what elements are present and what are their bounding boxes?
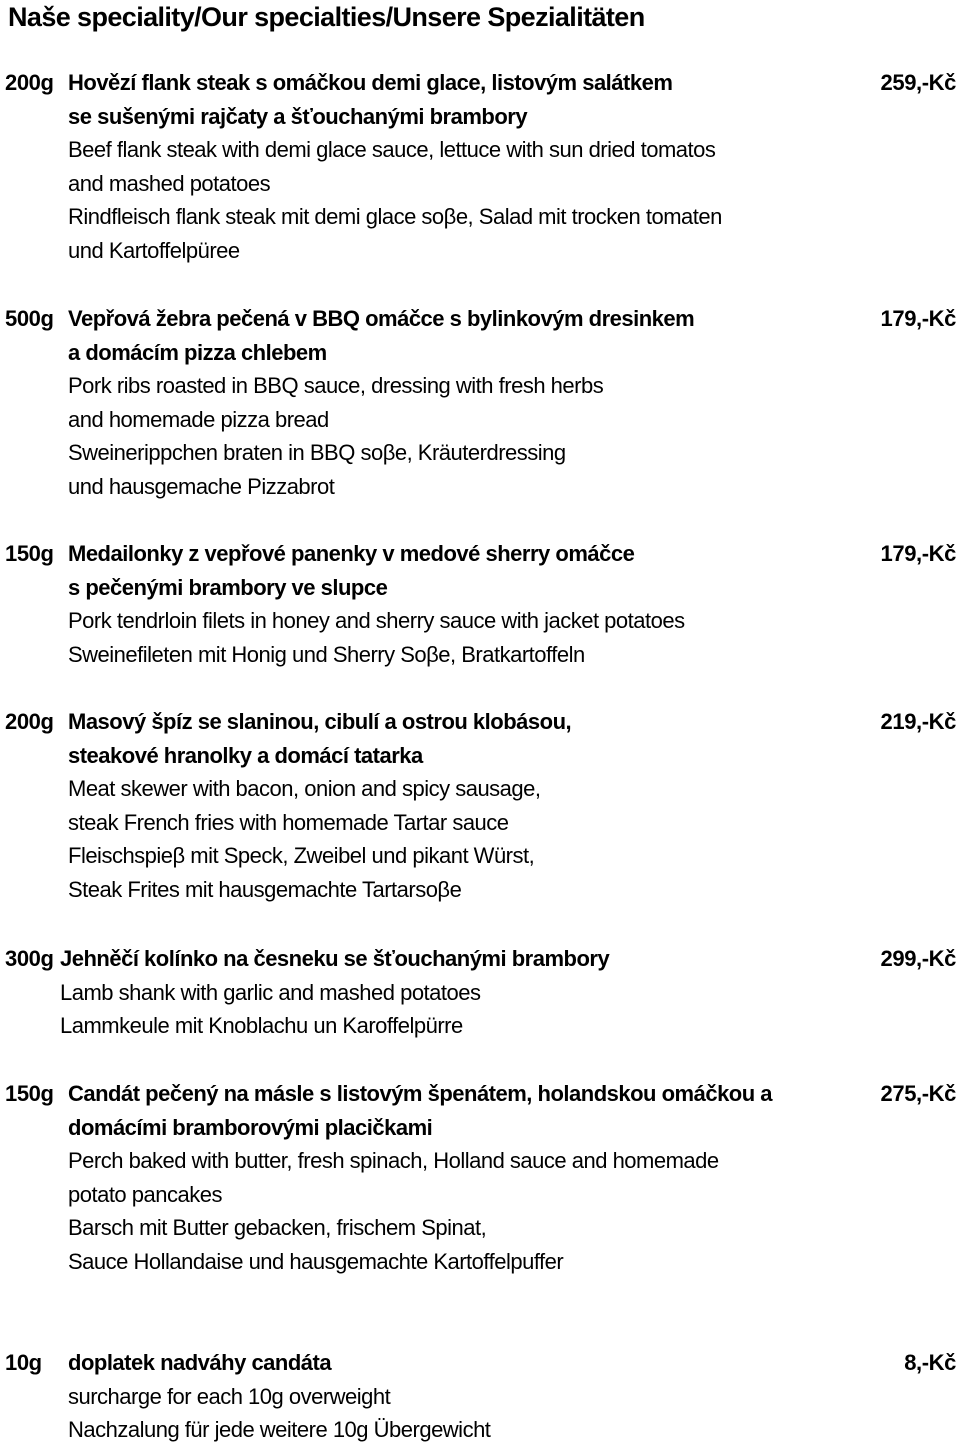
dish-translation-line: Sweinerippchen braten in BBQ soβe, Kräuterdressing xyxy=(68,440,566,465)
dish-translation-line: Pork tendrloin filets in honey and sherry sauce with jacket potatoes xyxy=(68,608,685,633)
dish-translation-line: Barsch mit Butter gebacken, frischem Spinat, xyxy=(68,1215,487,1240)
menu-item-description xyxy=(68,66,868,267)
dish-translation-line: Lammkeule mit Knoblachu un Karoffelpürre xyxy=(60,1013,463,1038)
menu-item-description xyxy=(68,705,868,906)
dish-translation-line: Sauce Hollandaise und hausgemachte Kartoffelpuffer xyxy=(68,1248,564,1274)
menu-item-price: 259,-Kč xyxy=(880,70,956,95)
dish-translation-line: Perch baked with butter, fresh spinach, Holland sauce and homemade xyxy=(68,1148,719,1173)
dish-translation-line: Nachzalung für jede weitere 10g Übergewicht xyxy=(68,1417,491,1442)
menu-item-price: 8,-Kč xyxy=(904,1350,956,1375)
dish-name-line: a domácím pizza chlebem xyxy=(68,339,327,365)
dish-name-line: Hovězí flank steak s omáčkou demi glace, listovým salátkem xyxy=(68,70,673,95)
menu-item-weight: 200g xyxy=(5,70,54,95)
menu-item-weight: 150g xyxy=(5,541,54,566)
dish-translation-line: and mashed potatoes xyxy=(68,170,271,196)
menu-item-description xyxy=(68,1077,868,1278)
dish-translation-line: Rindfleisch flank steak mit demi glace soβe, Salad mit trocken tomaten xyxy=(68,204,722,229)
dish-name-line: Candát pečený na másle s listovým špenátem, holandskou omáčkou a xyxy=(68,1081,773,1106)
dish-translation-line: Steak Frites mit hausgemachte Tartarsoβe xyxy=(68,876,462,902)
dish-name-line: Vepřová žebra pečená v BBQ omáčce s bylinkovým dresinkem xyxy=(68,306,695,331)
dish-translation-line: Fleischspieβ mit Speck, Zweibel und pikant Würst, xyxy=(68,843,535,868)
dish-translation-line: and homemade pizza bread xyxy=(68,406,329,432)
dish-translation-line: Meat skewer with bacon, onion and spicy sausage, xyxy=(68,776,541,801)
menu-item-description xyxy=(68,302,868,503)
dish-name-line: steakové hranolky a domácí tatarka xyxy=(68,742,423,768)
dish-name-line: domácími bramborovými placičkami xyxy=(68,1114,433,1140)
dish-translation-line: und Kartoffelpüree xyxy=(68,237,240,263)
dish-name-line: s pečenými brambory ve slupce xyxy=(68,574,388,600)
menu-item-weight: 150g xyxy=(5,1081,54,1106)
dish-translation-line: Beef flank steak with demi glace sauce, lettuce with sun dried tomatos xyxy=(68,137,716,162)
dish-translation-line: surcharge for each 10g overweight xyxy=(68,1383,391,1409)
menu-item-weight: 300g xyxy=(5,946,54,971)
menu-item-price: 275,-Kč xyxy=(880,1081,956,1106)
menu-item-weight: 10g xyxy=(5,1350,42,1375)
dish-name-line: doplatek nadváhy candáta xyxy=(68,1350,332,1375)
menu-item-description xyxy=(68,1346,868,1447)
dish-name-line: se sušenými rajčaty a šťouchanými brambory xyxy=(68,103,528,129)
dish-translation-line: Lamb shank with garlic and mashed potatoes xyxy=(60,979,481,1005)
dish-translation-line: steak French fries with homemade Tartar sauce xyxy=(68,809,509,835)
menu-item-weight: 500g xyxy=(5,306,54,331)
dish-name-line: Medailonky z vepřové panenky v medové sherry omáčce xyxy=(68,541,635,566)
dish-translation-line: Pork ribs roasted in BBQ sauce, dressing with fresh herbs xyxy=(68,373,604,398)
dish-name-line: Masový špíz se slaninou, cibulí a ostrou klobásou, xyxy=(68,709,572,734)
menu-item-description xyxy=(60,942,860,1043)
dish-translation-line: und hausgemache Pizzabrot xyxy=(68,473,335,499)
menu-item-weight: 200g xyxy=(5,709,54,734)
menu-item-price: 179,-Kč xyxy=(880,541,956,566)
menu-item-price: 219,-Kč xyxy=(880,709,956,734)
dish-translation-line: Sweinefileten mit Honig und Sherry Soβe, Bratkartoffeln xyxy=(68,641,585,667)
dish-name-line: Jehněčí kolínko na česneku se šťouchanými brambory xyxy=(60,946,610,971)
menu-item-description xyxy=(68,537,868,671)
dish-translation-line: potato pancakes xyxy=(68,1181,222,1207)
menu-item-price: 179,-Kč xyxy=(880,306,956,331)
menu-item-price: 299,-Kč xyxy=(880,946,956,971)
page-title: Naše speciality/Our specialties/Unsere Spezialitäten xyxy=(8,2,645,32)
